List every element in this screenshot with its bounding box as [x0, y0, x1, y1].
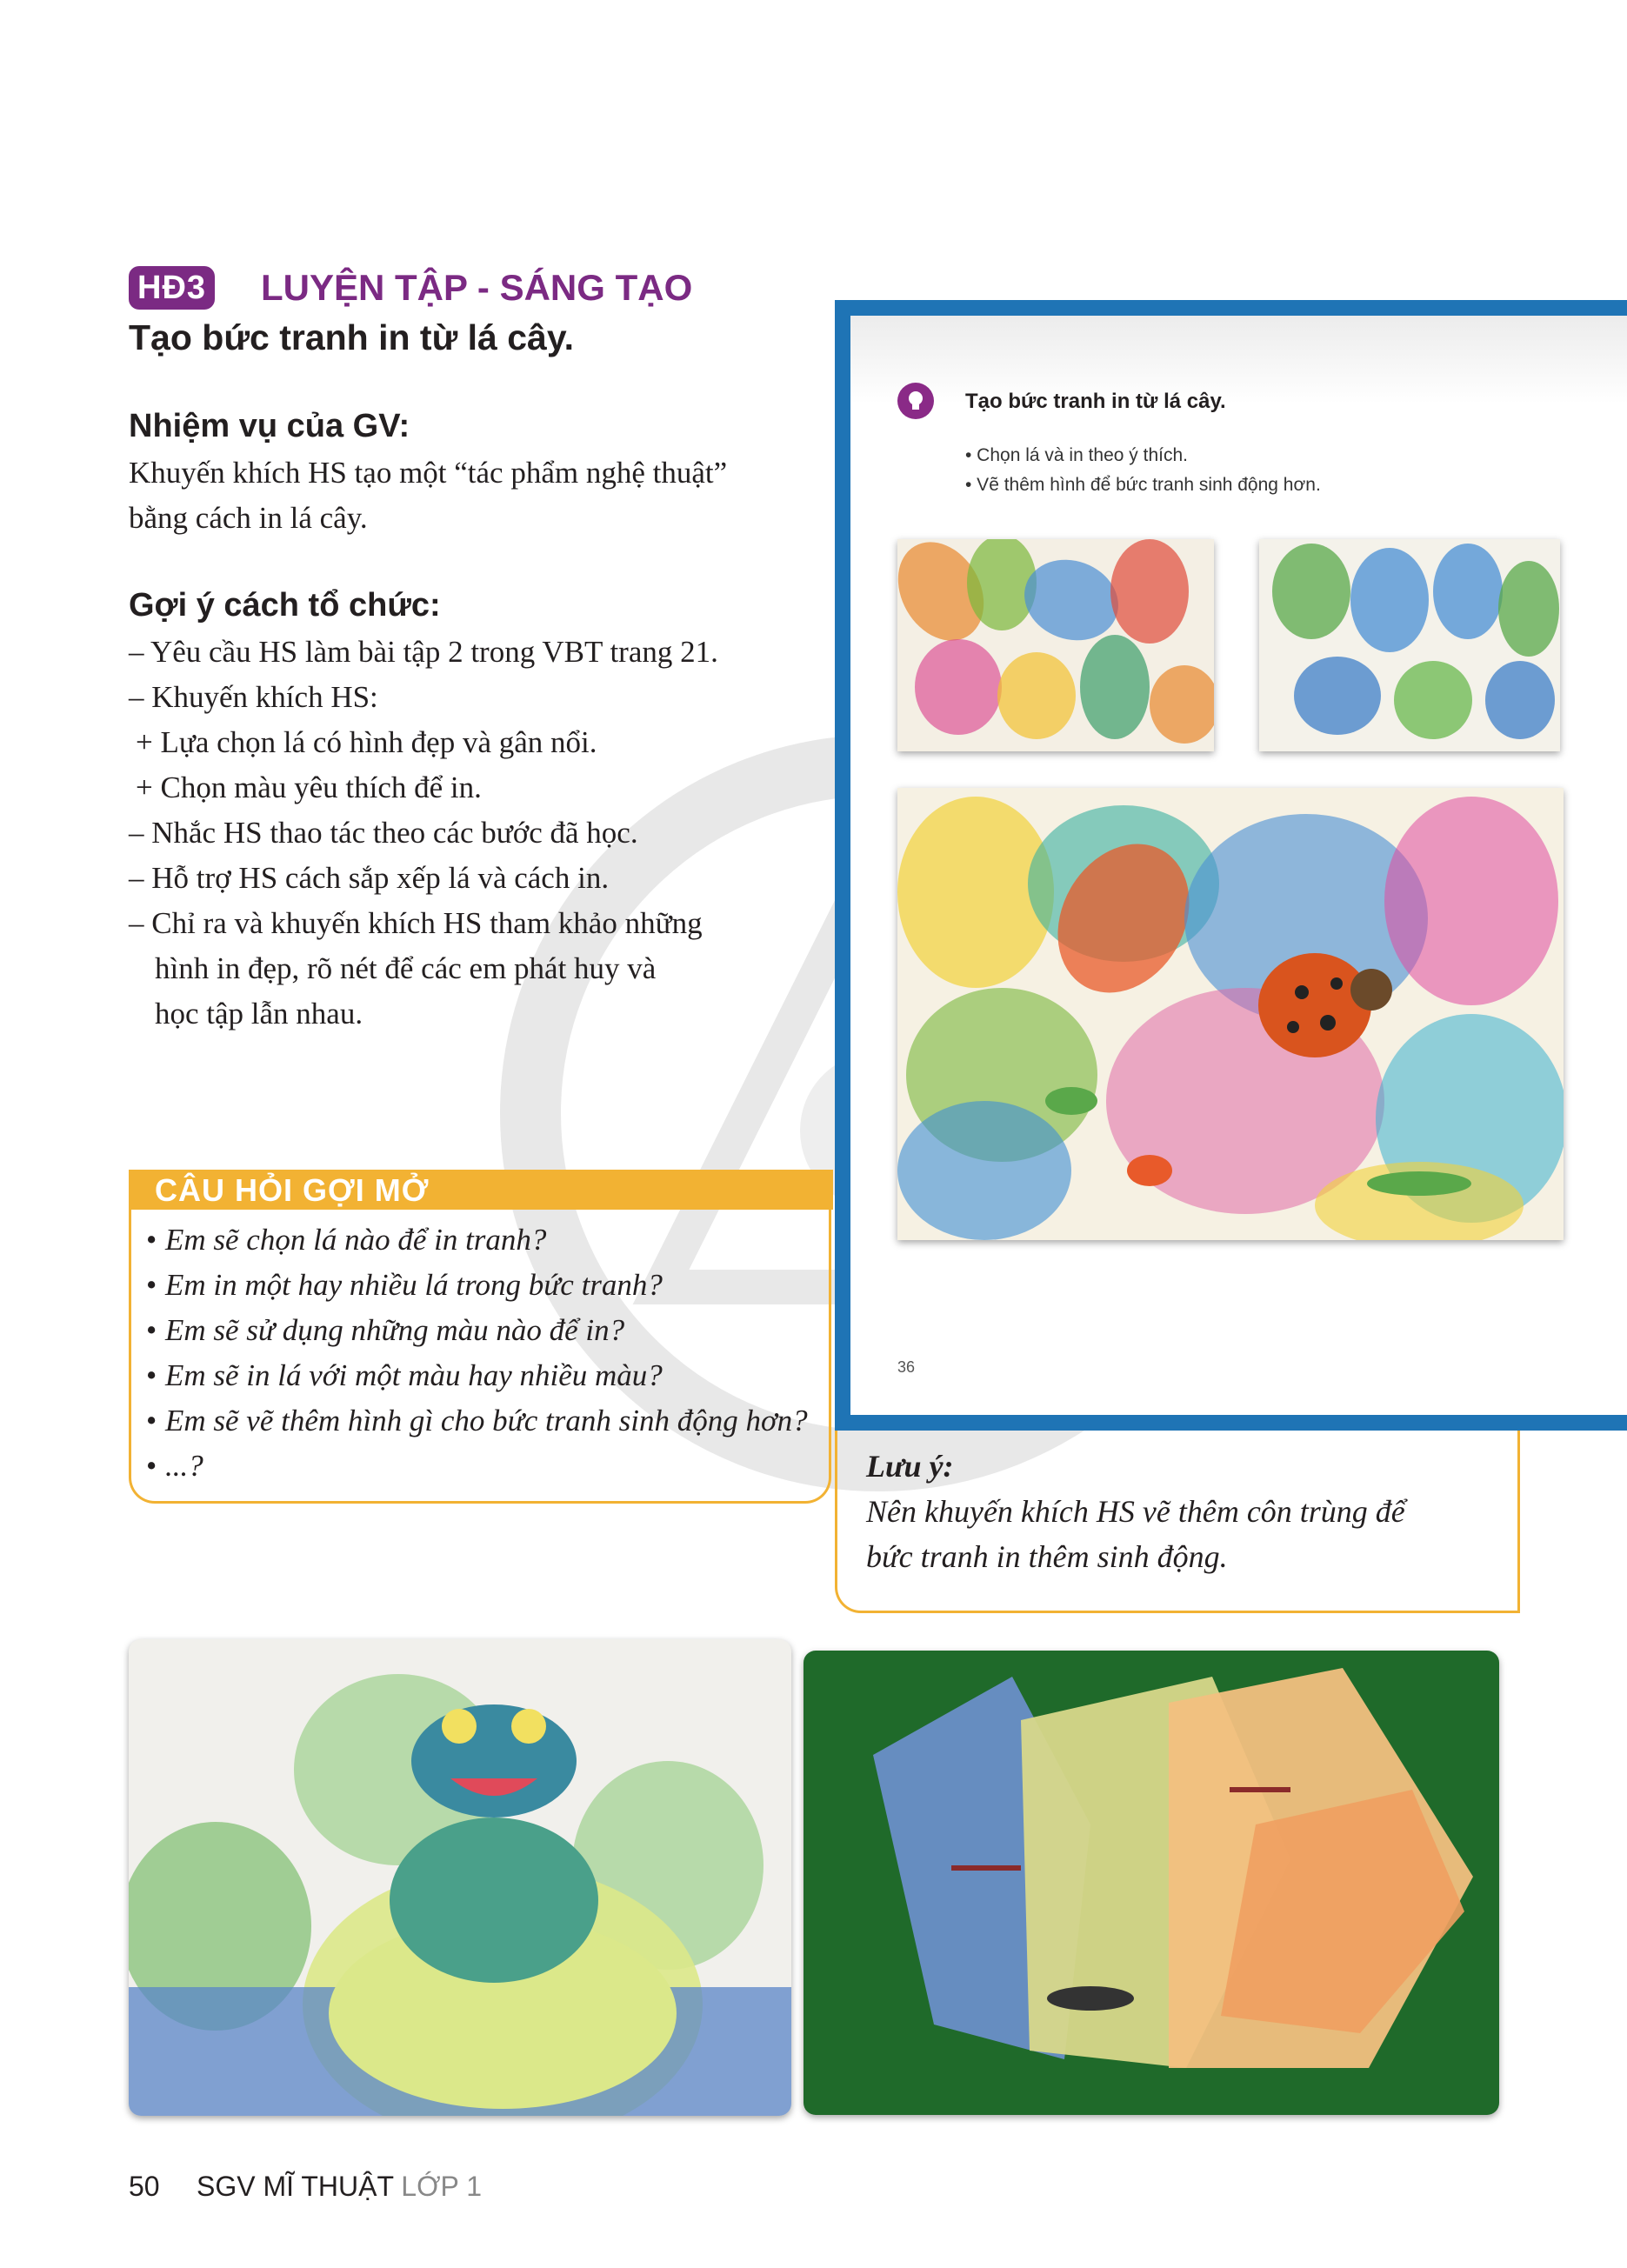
organize-item: hình in đẹp, rõ nét để các em phát huy và: [155, 951, 657, 985]
question-item: • ...?: [165, 1444, 203, 1489]
question-item: • Em sẽ vẽ thêm hình gì cho bức tranh sinh động hơn?: [165, 1398, 808, 1444]
leaf-print-image-2: [1259, 539, 1560, 751]
leaf-print-image-1: [897, 539, 1214, 751]
teacher-task-heading: Nhiệm vụ của GV:: [129, 408, 410, 444]
teacher-task-line: bằng cách in lá cây.: [129, 501, 368, 535]
organize-item: – Chỉ ra và khuyến khích HS tham khảo những: [129, 906, 703, 940]
note-line: Nên khuyến khích HS vẽ thêm côn trùng để: [866, 1494, 1405, 1529]
workbook-page-number: 36: [897, 1358, 916, 1376]
organize-item: – Khuyến khích HS:: [129, 680, 378, 714]
organize-item: + Chọn màu yêu thích để in.: [136, 770, 482, 804]
lightbulb-icon: [897, 383, 934, 419]
book-title: SGV MĨ THUẬT: [197, 2171, 394, 2202]
question-item: • Em sẽ chọn lá nào để in tranh?: [165, 1217, 546, 1263]
frog-leaf-print-photo: [129, 1639, 791, 2116]
workbook-bullet: • Chọn lá và in theo ý thích.: [965, 445, 1188, 465]
activity-subtitle: Tạo bức tranh in từ lá cây.: [129, 317, 574, 357]
activity-tag: HĐ3: [129, 266, 215, 310]
book-name: [197, 2171, 482, 2203]
leaf-print-ladybug-image: [897, 788, 1564, 1240]
organize-heading: Gợi ý cách tổ chức:: [129, 587, 441, 624]
question-item: • Em in một hay nhiều lá trong bức tranh?: [165, 1263, 663, 1308]
organize-item: – Hỗ trợ HS cách sắp xếp lá và cách in.: [129, 861, 610, 895]
page-number: 50: [129, 2171, 160, 2202]
organize-item: học tập lẫn nhau.: [155, 997, 363, 1031]
workbook-bullet: • Vẽ thêm hình để bức tranh sinh động hơn.: [965, 475, 1321, 495]
note-line: bức tranh in thêm sinh động.: [866, 1539, 1228, 1574]
workbook-title: Tạo bức tranh in từ lá cây.: [965, 390, 1226, 413]
activity-title: LUYỆN TẬP - SÁNG TẠO: [261, 267, 693, 308]
leaf-dragonfly-print-photo: [803, 1651, 1499, 2115]
organize-item: + Lựa chọn lá có hình đẹp và gân nổi.: [136, 725, 597, 759]
book-grade: LỚP 1: [401, 2171, 482, 2202]
note-heading: Lưu ý:: [866, 1449, 954, 1484]
organize-item: – Nhắc HS thao tác theo các bước đã học.: [129, 816, 638, 850]
organize-item: – Yêu cầu HS làm bài tập 2 trong VBT trang 21.: [129, 635, 718, 669]
questions-heading: CÂU HỎI GỢI MỞ: [155, 1172, 430, 1208]
question-item: • Em sẽ in lá với một màu hay nhiều màu?: [165, 1353, 663, 1398]
teacher-task-line: Khuyến khích HS tạo một “tác phẩm nghệ thuật”: [129, 456, 728, 490]
question-item: • Em sẽ sử dụng những màu nào để in?: [165, 1308, 624, 1353]
